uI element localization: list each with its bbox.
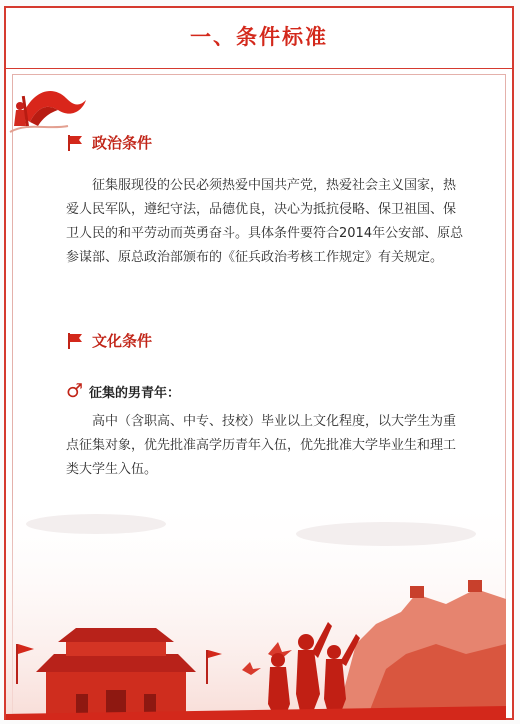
page-title: 一、条件标准 [190,25,328,49]
subheading-male [66,382,180,401]
section-paragraph-culture: 高中（含职高、中专、技校）毕业以上文化程度，以大学生为重点征集对象，优先批准高学历青年入伍，优先批准大学毕业生和理工类大学生入伍。 [66,414,457,477]
footer-illustration [6,494,506,720]
section-paragraph-politics: 征集服现役的公民必须热爱中国共产党，热爱社会主义国家，热爱人民军队，遵纪守法，品德优良，决心为抵抗侵略、保卫祖国、保卫人民的和平劳动而英勇奋斗。具体条件要符合2014年公安部、原总参谋部、原总政治部颁布的《征兵政治考核工作规定》有关规定。 [66,178,464,265]
red-flag-icon [66,134,84,152]
flag-bearer-logo [8,82,88,134]
section-title: 政治条件 [92,134,153,152]
section-title: 文化条件 [92,332,153,350]
subheading-label: 征集的男青年： [89,386,181,401]
male-symbol-icon: ♂ [66,380,84,402]
header [6,8,512,64]
section-heading-politics [66,132,152,153]
section-heading-culture [66,330,152,351]
red-flag-icon [66,332,84,350]
header-divider [6,68,512,69]
